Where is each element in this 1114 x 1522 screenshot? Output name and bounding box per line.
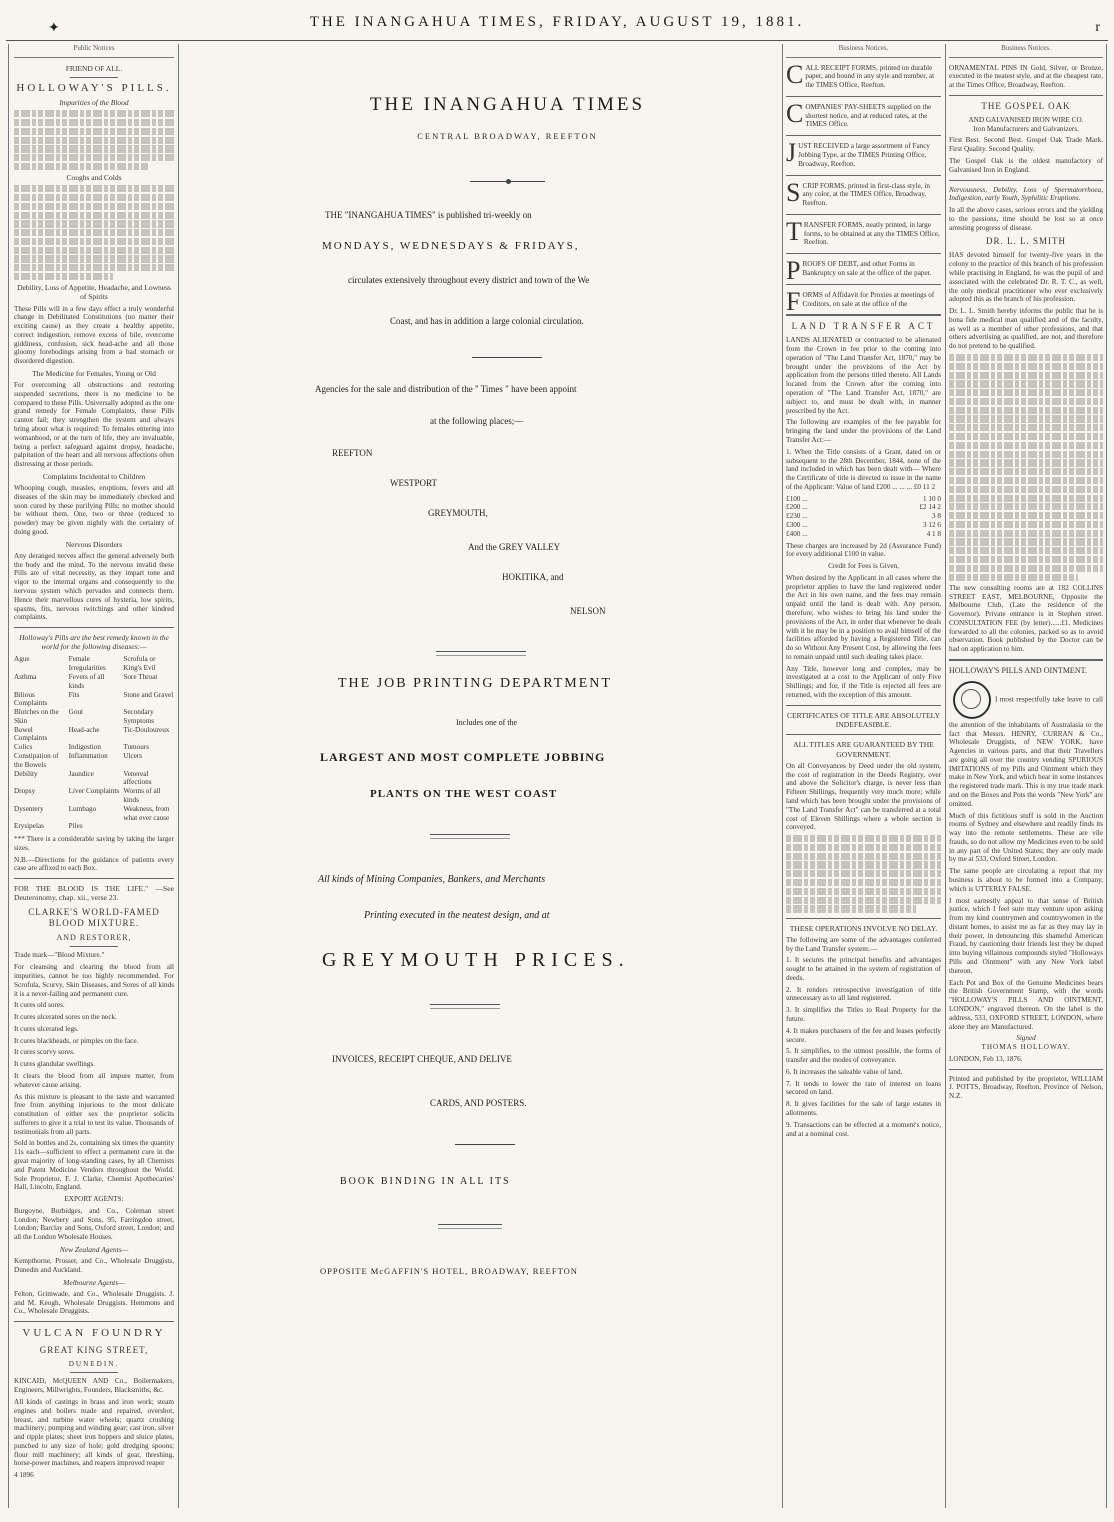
disease-item: Fevers of all kinds [68, 673, 105, 690]
disease-item: Secondary Symptoms [123, 708, 155, 725]
masthead-subtitle: CENTRAL BROADWAY, REEFTON [417, 131, 598, 141]
disease-item: Ulcers [123, 752, 143, 761]
cure-item: It clears the blood from all impure matter, from whatever cause arising. [14, 1071, 174, 1089]
fee-row [786, 521, 941, 530]
body-text: Any Title, however long and complex, may be investigated at a cost to the Applicant of only Five Shillings; and for, if the Title is rejected all fees are returned, with the exception of this amount. [786, 664, 941, 700]
divider [472, 357, 542, 358]
divider [949, 180, 1103, 181]
notice-text: OMPANIES' PAY-SHEETS supplied on the shortest notice, and at reduced rates, at the TIMES Office. [805, 102, 932, 129]
holloway-notice-heading: HOLLOWAY'S PILLS AND OINTMENT. [949, 665, 1087, 675]
body-text [949, 679, 1103, 809]
drop-cap: C [786, 59, 804, 89]
largest-line: LARGEST AND MOST COMPLETE JOBBING [320, 750, 606, 764]
fee-row [786, 530, 941, 539]
column-business-notices [786, 44, 941, 1514]
drop-cap: F [786, 286, 801, 316]
fee-amount: 3 12 6 [923, 520, 941, 529]
section-heading: Nervous Disorders [65, 539, 123, 549]
land-transfer-title: LAND TRANSFER ACT [791, 321, 936, 332]
cure-item: It cures blackheads, or pimples on the face. [14, 1036, 139, 1045]
body-text: HAS devoted himself for twenty-five years in the colony to the practice of this branch of his profession while practising in England, he was the pupil of and associated with the celebrated Dr. R. T. C., as well, the only medical practitioner who ever exclusively adopted this as the branch of his profession. [949, 251, 1103, 304]
fee-value: £200 ... [786, 503, 808, 512]
place-greymouth: GREYMOUTH, [428, 508, 488, 518]
body-text: The following are examples of the fee payable for bringing the land under the provisions of the Land Transfer Act:— [786, 418, 941, 444]
cure-item: It cures scurvy sores. [14, 1048, 75, 1057]
gospel-oak-makers: Iron Manufacturers and Galvanizers. [973, 124, 1079, 133]
notice-ad [786, 286, 941, 316]
body-text: All kinds of castings in brass and iron work; steam engines and boilers made and repaired, overshot, breast, and turbine water wheels; quartz crushing machinery; pumping and winding gear; cast iron, silver and ripple plates; sheet iron hoppers and sluice plates, punched to any size of hole; gold dredging spoons; flour mill machinery; all kinds of gear, threshing, horse-power machines, and reapers improved reaper [14, 1397, 174, 1468]
divider [455, 1144, 515, 1145]
disease-item: Bowel Complaints [14, 725, 48, 743]
disease-item: Inflammation [68, 752, 108, 761]
top-rule [6, 40, 1108, 41]
body-text: Burgoyne, Burbidges, and Co., Coleman street London; Newbery and Sons, 95, Farringdon street, London; Barclay and Sons, Oxford street, London; and all the London Wholesale Houses. [14, 1206, 174, 1242]
invoices-line: INVOICES, RECEIPT CHEQUE, AND DELIVE [332, 1054, 512, 1064]
advantage-item: 8. It gives facilities for the sale of large estates in allotments. [786, 1100, 941, 1118]
divider [14, 878, 174, 879]
disease-item: Ague [14, 655, 30, 664]
body-text: The same people are circulating a report that my business is about to be formed into a Company, which is UTTERLY FALSE. [949, 867, 1103, 893]
divider [430, 834, 510, 839]
clarke-subtitle: AND RESTORER, [56, 932, 132, 942]
section-heading: Coughs and Colds [66, 173, 122, 183]
place-nelson: NELSON [570, 606, 606, 616]
disease-item: Constipation of the Bowels [14, 752, 59, 769]
disease-item: Liver Complaints [68, 787, 120, 796]
body-text: The new consulting rooms are at 182 COLLINS STREET EAST, MELBOURNE, Opposite the Melbourne Club, (Late the residence of the Governor). Private entrance is in Stephen street. CONSULTATION FEE (by letter)......£1. Medicines forwarded to all the colonies, packed so as to avoid observation. Book published by the Doctor can be had on application to him. [949, 583, 1103, 654]
body-text: Sold in bottles and 2s, containing six times the quantity 11s each—sufficient to effect a permanent cure in the great majority of long-standing cases, by all Chemists and Patent Medicine Vendors throughout the World. Sole Proprietor, F. J. Clarke, Chemist Apothecaries' Hall, Lincoln, England. [14, 1139, 174, 1192]
disease-item: Female Irregularities [68, 655, 106, 673]
disease-item: Sore Throat [123, 673, 158, 681]
body-text: The following are some of the advantages conferred by the Land Transfer system:— [786, 935, 941, 953]
greymouth-prices: GREYMOUTH PRICES. [322, 949, 630, 971]
notice-ad [786, 177, 941, 208]
circulates-line: circulates extensively throughout every district and town of the We [348, 275, 590, 285]
page-header [0, 0, 1114, 38]
body-text: Each Pot and Box of the Genuine Medicines bears the British Government Stamp, with the words "HOLLOWAY'S PILLS AND OINTMENT, LONDON," engraved thereon. On the label is the address, 533, OXFORD STREET, LONDON, where alone they are Manufactured. [949, 978, 1103, 1031]
disease-item: Fits [68, 690, 80, 699]
corner-mark-right: r [1095, 20, 1100, 35]
disease-item: Dropsy [14, 787, 36, 796]
body-text: N.B.—Directions for the guidance of patients every case are affixed to each Box. [14, 855, 174, 873]
disease-item: Blotches on the Skin [14, 708, 59, 725]
days-line: MONDAYS, WEDNESDAYS & FRIDAYS, [322, 240, 580, 252]
body-text: Trade mark—"Blood Mixture." [14, 951, 105, 960]
body-text: In all the above cases, serious errors and the yielding to the passions, time should be lost so at once arresting progress of disease. [949, 206, 1103, 232]
place-hokitika: HOKITIKA, and [502, 572, 564, 582]
dr-smith-title: DR. L. L. SMITH [986, 236, 1066, 247]
job-printing-heading: THE JOB PRINTING DEPARTMENT [338, 676, 612, 691]
advantage-item: 5. It simplifies, to the utmost possible, the forms of transfer and the modes of conveyance. [786, 1047, 941, 1065]
section-heading: THESE OPERATIONS INVOLVE NO DELAY. [789, 923, 938, 933]
divider [786, 96, 941, 97]
disease-item: Gout [68, 708, 84, 717]
nervousness-heading: Nervousness, Debility, Loss of Spermatorrhoea, Indigestion, early Youth, Syphilitic Eruptions. [949, 185, 1103, 203]
divider [436, 651, 526, 656]
place-grey-valley: And the GREY VALLEY [468, 542, 561, 552]
place-westport: WESTPORT [390, 478, 437, 488]
body-text: On all Conveyances by Deed under the old system, the cost of registration in the Deeds Registry, over and above the Solicitor's charge, is never less than Fifteen Shillings, frequently very much more; while land which has been brought under the provisions of "The Land Transfer Act" can be transferred at a total cost of Eleven Shillings where a whole section is conveyed. [786, 761, 941, 832]
drop-cap: S [786, 177, 801, 207]
clarke-title: CLARKE'S WORLD-FAMED BLOOD MIXTURE. [28, 906, 160, 928]
divider [949, 659, 1103, 661]
fee-value: £230 ... [786, 512, 808, 521]
vulcan-city: DUNEDIN. [68, 1359, 120, 1368]
binding-line: BOOK BINDING IN ALL ITS [340, 1176, 511, 1187]
advantage-item: 2. It renders retrospective investigation of title unnecessary as to all land registered. [786, 985, 941, 1003]
kincaid-heading: KINCAID, McQUEEN AND Co., Boilermakers, Engineers, Millwrights, Founders, Blacksmiths, &c. [14, 1377, 174, 1395]
section-heading: ALL TITLES ARE GUARANTEED BY THE GOVERNMENT. [793, 740, 934, 759]
divider [14, 1321, 174, 1322]
body-text: Whooping cough, measles, eruptions, fevers and all diseases of the skin may be immediately checked and soon cured by these purifying Pills; no mother should be without them. One, two or three (reduced to powder) may be given nightly with the certainty of doing good. [14, 484, 174, 536]
section-heading: Credit for Fees is Given, [828, 562, 899, 571]
fee-amount: £2 14 2 [919, 503, 941, 512]
disease-item: Worms of all kinds [123, 787, 161, 804]
friend-heading: FRIEND OF ALL. [65, 63, 123, 73]
masthead-title: THE INANGAHUA TIMES [369, 94, 646, 115]
advantage-item: 9. Transactions can be effected at a moment's notice, and at a nominal cost. [786, 1120, 941, 1138]
body-text: 1. When the Title consists of a Grant, dated on or subsequent to the 28th December, 1844, none of the land included in which has been dealt with— Where the Certificate of title is directed to issue in the name of the Applicant: Value of land £200 ... ... ... £0 11 2 [786, 447, 941, 491]
body-text: LANDS ALIENATED or contracted to be alienated from the Crown in fee prior to the coming into operation of "The Land Transfer Act, 1870," may be brought under the provisions of the Act by application from the persons titled thereto. All Lands located from the Crown after the coming into operation of "The Land Transfer Act, 1870," are subject to, and must be dealt with, in manner prescribed by the Act. [786, 336, 941, 415]
disease-item: Bilious Complaints [14, 690, 48, 708]
body-text: *** There is a considerable saving by taking the larger sizes. [14, 835, 174, 852]
body-text: I most earnestly appeal to that sense of British justice, which I feel sure may venture upon asking from my kind countrymen and countrywomen in the distant homes, to assist me as far as they may lay in their power, in denouncing this shameful American Fraud, by cautioning their friends lest they be duped into buying villainous compounds styled "Holloways Pills and Ointment" with any New York label thereon. [949, 896, 1103, 975]
body-text: Kempthorne, Prosser, and Co., Wholesale Druggists, Dunedin and Auckland. [14, 1257, 174, 1274]
disease-list [14, 655, 174, 831]
notice-ad [786, 216, 941, 247]
gospel-oak-grades: First Best. Second Best. Gospel Oak Trade Mark. First Quality. Second Quality. [949, 136, 1103, 154]
gospel-oak-title: THE GOSPEL OAK [981, 100, 1071, 111]
holloway-notice-text: I most respectfully take leave to call the attention of the inhabitants of Australasia to the fact that Messrs. HENRY, CURRAN & Co., Wholesale Druggists, of NEW YORK, have Agencies in various parts, and that their Travellers are going all over the country vending SPURIOUS IMITATIONS of my Pills and Ointment which they make in New York, and which bear in some instances the registered trade mark. This is my true trade mark and on the Boxes and Pots the words "New York" are omitted. [949, 695, 1103, 808]
plants-line: PLANTS ON THE WEST COAST [370, 788, 558, 800]
corner-mark-left: ✦ [48, 21, 60, 36]
divider [70, 946, 118, 947]
advantage-item: 1. It secures the principal benefits and advantages sought to be attained in the system of registration of deeds. [786, 956, 941, 982]
dateline: LONDON, Feb 13, 1876. [949, 1054, 1023, 1063]
notice-ad [786, 138, 941, 168]
notice-text: CRIP FORMS, printed in first-class style, in any color, at the TIMES Office, Broadway, Reefton. [802, 181, 930, 208]
holloway-pills-title: HOLLOWAY'S PILLS. [16, 81, 172, 94]
page-footer-number: 4 1896 [14, 1471, 34, 1480]
fee-row [786, 512, 941, 521]
cure-item: It cures old sores. [14, 1001, 65, 1010]
disease-item: Head-ache [68, 725, 100, 734]
divider [430, 1004, 500, 1009]
agencies-line: Agencies for the sale and distribution of the " Times " have been appoint [315, 384, 577, 394]
divider [786, 918, 941, 919]
fee-value: £100 ... [786, 494, 808, 503]
disease-item: Scrofula or King's Evil [123, 655, 156, 673]
drop-cap: T [786, 216, 802, 246]
notice-text: RANSFER FORMS, neatly printed, in large forms, to be obtained at any the TIMES Office, Reefton. [803, 220, 940, 247]
fee-amount: 4 1 8 [926, 529, 941, 538]
divider [786, 314, 941, 316]
column-rule [178, 44, 179, 1508]
fee-amount: 3 8 [932, 512, 941, 521]
vulcan-address: GREAT KING STREET, [39, 1344, 149, 1355]
notice-text: ORMS of Affidavit for Proxies at meetings of Creditors, on sale at the office of the [802, 290, 935, 308]
body-text: Any deranged nerves affect the general adversely both the body and the mind. To the nervous invalid these Pills are of vital necessity, as they impart tone and vigor to the internal organs and consequently to the nervous system which pervades and connects them. Hence their marvellous cures of hysteria, low spirits, spasms, fits, nervous twitchings and other kindred complaints. [14, 551, 174, 622]
divider [786, 284, 941, 285]
body-text: These Pills will in a few days effect a truly wonderful change in Debilitated Constitutions (no matter their exciting cause) as they create a healthy appetite, correct indigestion, remove excess of bile, overcome giddiness, confusion, sick head-ache and all those gloomy forebodings arising from a bad stomach or disordered digestion. [14, 304, 174, 366]
divider [786, 705, 941, 706]
body-text: Much of this fictitious stuff is sold in the Auction rooms of Sydney and elsewhere and readily finds its way into the remote settlements. These are vile frauds, so do not allow my Medicines even to be sold in any part of the United States; they are only made by me at 533, Oxford Street, London. [949, 811, 1103, 864]
all-kinds-line: All kinds of Mining Companies, Bankers, and Merchants [318, 874, 546, 885]
divider [14, 627, 174, 628]
fee-row [786, 495, 941, 504]
body-text: For overcoming all obstructions and restoring suspended secretions, there is no medicine to be compared to these Pills. Universally adopted as the one grand remedy for Female Complaints, these Pills cannot fail; they strengthen the system and always bring about what is required: To females entering into womanhood, or at the turn of life, they are invaluable, being a perfect safeguard against dropsy, headache, palpitation of the heart and all nervous affections often distressing at those periods. [14, 381, 174, 469]
coast-line: Coast, and has in addition a large colonial circulation. [390, 316, 584, 326]
advantage-item: 4. It makes purchasers of the fee and leases perfectly secure. [786, 1026, 941, 1044]
section-heading: CERTIFICATES OF TITLE ARE ABSOLUTELY INDEFEASIBLE. [786, 710, 941, 730]
disease-item: Venereal affections [123, 769, 152, 787]
section-heading: Melbourne Agents— [63, 1277, 125, 1287]
body-text: Dr. L. L. Smith hereby informs the public that he is bona fide medical man qualified and of the faculty, as well as a member of other professions, and that others advertising as qualified, are not, and therefore do not pretend to be qualified. [949, 307, 1103, 351]
body-text: The Gospel Oak is the oldest manufactory of Galvanised Iron in England. [949, 156, 1103, 174]
published-line: THE "INANGAHUA TIMES" is published tri-weekly on [325, 210, 532, 220]
center-column-times-advert [230, 44, 785, 1514]
divider [786, 175, 941, 176]
section-heading: EXPORT AGENTS: [64, 1195, 124, 1204]
advantage-item: 3. It simplifies the Titles to Real Property for the future. [786, 1006, 941, 1023]
cards-line: CARDS, AND POSTERS. [430, 1098, 527, 1108]
disease-item: Tumours [123, 743, 150, 752]
disease-item: Debility [14, 769, 38, 778]
divider [786, 734, 941, 735]
ornamental-pins-ad: ORNAMENTAL PINS IN Gold, Silver, or Bronze, executed in the neatest style, and at the cheapest rate, at the Times Office, Broadway, Reefton. [949, 63, 1103, 90]
advantage-item: 6. It increases the saleable value of land. [786, 1067, 903, 1076]
disease-item: Erysipelas [14, 822, 44, 831]
section-heading: The Medicine for Females, Young or Old [32, 368, 156, 378]
drop-cap: P [786, 256, 801, 286]
cure-item: It cures ulcerated legs. [14, 1024, 79, 1033]
divider [949, 95, 1103, 96]
fee-row [786, 503, 941, 512]
disease-item: Lumbago [68, 804, 97, 813]
advantage-item: 7. It tends to lower the rate of interest on loans secured on land. [786, 1079, 941, 1097]
place-reefton: REEFTON [332, 448, 373, 458]
notice-ad [786, 256, 941, 286]
body-text: Felton, Grimwade, and Co., Wholesale Druggists. J. and M. Keogh, Wholesale Druggists. Hemmons and Co., Wholesale Druggists. [14, 1289, 174, 1316]
disease-item: Tic-Douloureux [123, 725, 170, 734]
divider [438, 1224, 502, 1229]
section-heading: Complaints Incidental to Children [42, 471, 146, 481]
column-rule [1106, 44, 1107, 1508]
disease-item: Asthma [14, 673, 37, 681]
column-rule [8, 44, 9, 1508]
divider [70, 1372, 118, 1373]
column-public-notices [14, 44, 174, 1514]
column-heading: Public Notices [14, 44, 174, 58]
section-heading: Impurities of the Blood [59, 98, 129, 108]
running-title: THE INANGAHUA TIMES, FRIDAY, AUGUST 19, 1881. [309, 14, 805, 30]
drop-cap: C [786, 98, 804, 128]
column-heading: Business Notices. [949, 44, 1103, 58]
fee-value: £400 ... [786, 529, 808, 538]
fee-value: £300 ... [786, 520, 808, 529]
disease-item: Dysentery [14, 804, 44, 813]
disease-item: Colics [14, 743, 33, 752]
divider [949, 1069, 1103, 1070]
includes-line: Includes one of the [456, 718, 518, 727]
divider [786, 253, 941, 254]
fee-amount: 1 10 0 [923, 494, 941, 503]
imprint: Printed and published by the proprietor, WILLIAM J. POTTS, Broadway, Reefton, Province of Nelson, N.Z. [949, 1074, 1103, 1101]
divider [70, 77, 118, 78]
column-heading: Business Notices. [786, 44, 941, 58]
cure-item: It cures ulcerated sores on the neck. [14, 1013, 117, 1022]
notice-text: UST RECEIVED a large assortment of Fancy Jobbing Type, at the TIMES Printing Office, Broadway, Reefton. [798, 142, 931, 168]
section-heading: New Zealand Agents— [59, 1245, 129, 1255]
divider [786, 135, 941, 136]
section-heading: Debility, Loss of Appetite, Headache, and Lowness of Spirits [17, 283, 171, 302]
holloway-seal-icon [953, 681, 991, 719]
ornament-divider [470, 181, 545, 182]
printing-line: Printing executed in the neatest design, and at [364, 910, 550, 921]
blood-life-heading: FOR THE BLOOD IS THE LIFE." —See Deuteronomy, chap. xii., verse 23. [14, 884, 174, 903]
disease-item: Jaundice [68, 769, 94, 778]
following-line: at the following places;— [430, 416, 524, 426]
disease-item: Indigestion [68, 743, 101, 752]
body-text: As this mixture is pleasant to the taste and warranted free from anything injurious to the most delicate constitution of either sex the proprietor solicits sufferers to give it a trial to test its value. Thousands of testimonials from all parts. [14, 1092, 174, 1136]
vulcan-foundry-title: VULCAN FOUNDRY [22, 1327, 166, 1340]
drop-cap: J [786, 138, 797, 168]
holloway-signature: THOMAS HOLLOWAY. [981, 1043, 1071, 1052]
notice-ad [786, 98, 941, 129]
cure-item: It cures glandular swellings. [14, 1060, 96, 1069]
notice-text: ALL RECEIPT FORMS, printed on durable paper, and bound in any style and number, at the TIMES Office, Reefton. [805, 63, 935, 90]
address-line: OPPOSITE McGAFFIN'S HOTEL, BROADWAY, REEFTON [320, 1266, 578, 1276]
gospel-oak-subtitle: AND GALVANISED IRON WIRE CO. [968, 115, 1084, 124]
divider [786, 214, 941, 215]
disease-item: Piles [68, 822, 83, 831]
diseases-intro: Holloway's Pills are the best remedy known in the world for the following diseases:— [19, 633, 169, 652]
body-text: When desired by the Applicant in all cases where the proprietor applies to have the land registered under the Act in his own name, and the fees may remain unpaid until the land is dealt with. Any person, therefore, who wishes to bring his land under the provisions of the Act, in order that whenever he deals with it he may be in a position to avail himself of the facilities afforded by having a Registered Title, can do so Without Any Present Cost, by allowing the fees to remain unpaid until such dealing takes place. [786, 573, 941, 661]
signed-label: Signed [1016, 1034, 1036, 1043]
body-text: These charges are increased by 2d (Assurance Fund) for every additional £100 in value. [786, 541, 941, 559]
body-text: For cleansing and clearing the blood from all impurities, cannot be too highly recommended. For Scrofula, Scurvy, Skin Diseases, and Sores of all kinds it is a never-failing and permanent cure. [14, 963, 174, 998]
column-business-notices-right [949, 44, 1103, 1514]
disease-item: Weakness, from what ever cause [123, 804, 170, 822]
notice-ad [786, 59, 941, 90]
disease-item: Stone and Gravel [123, 690, 174, 699]
notice-text: ROOFS OF DEBT, and other Forms in Bankruptcy on sale at the office of the paper. [802, 260, 932, 278]
column-rule [945, 44, 946, 1508]
